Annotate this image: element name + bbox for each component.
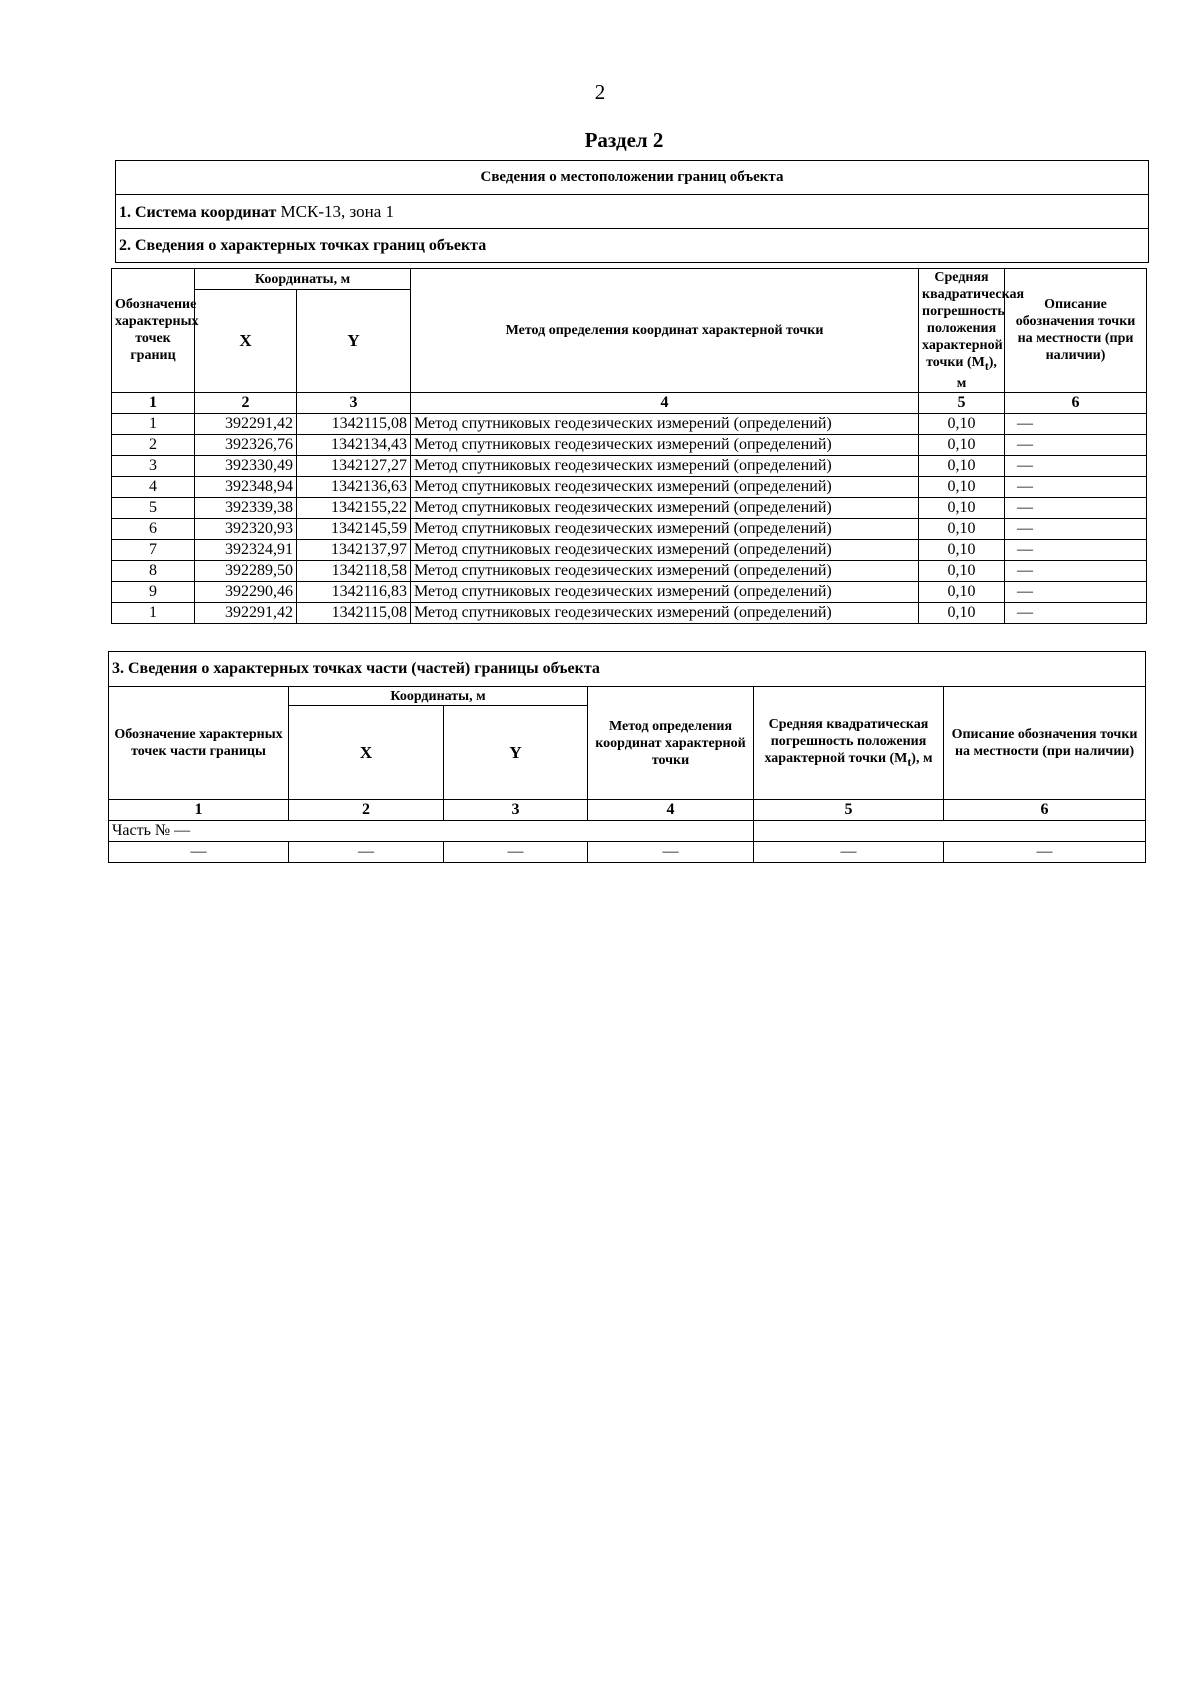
- coordinate-system-value: МСК-13, зона 1: [280, 201, 395, 221]
- x-coordinate: 392348,94: [195, 476, 297, 497]
- description-cell: —: [1005, 518, 1147, 539]
- x-coordinate: 392330,49: [195, 455, 297, 476]
- mean-error-value: 0,10: [919, 497, 1005, 518]
- y-coordinate: 1342137,97: [297, 539, 411, 560]
- part-points-heading: 3. Сведения о характерных точках части (частей) границы объекта: [109, 652, 1146, 687]
- part-label: Часть № —: [109, 821, 754, 842]
- column-number: 6: [944, 800, 1146, 821]
- x-coordinate: 392326,76: [195, 434, 297, 455]
- mean-error-value: 0,10: [919, 518, 1005, 539]
- header-x: X: [289, 706, 444, 800]
- method-cell: Метод спутниковых геодезических измерений (определений): [411, 539, 919, 560]
- table-row: [112, 413, 1147, 434]
- description-cell: —: [1005, 560, 1147, 581]
- table-row: [109, 842, 1146, 863]
- mean-error-value: 0,10: [919, 581, 1005, 602]
- column-number: 3: [297, 392, 411, 413]
- table-row: [112, 518, 1147, 539]
- column-number: 3: [444, 800, 588, 821]
- coordinate-system-label: 1. Система координат: [119, 203, 277, 221]
- column-number: 1: [112, 392, 195, 413]
- y-coordinate: 1342155,22: [297, 497, 411, 518]
- method-cell: Метод спутниковых геодезических измерений (определений): [411, 455, 919, 476]
- empty-value: —: [754, 842, 944, 863]
- column-number: 5: [919, 392, 1005, 413]
- table-row: [112, 455, 1147, 476]
- method-cell: Метод спутниковых геодезических измерений (определений): [411, 581, 919, 602]
- header-method: Метод определения координат характерной точки: [588, 687, 754, 800]
- points-section-heading: 2. Сведения о характерных точках границ объекта: [116, 229, 1149, 263]
- header-description: Описание обозначения точки на местности (при наличии): [1005, 269, 1147, 393]
- column-number: 4: [411, 392, 919, 413]
- method-cell: Метод спутниковых геодезических измерений (определений): [411, 602, 919, 623]
- point-number: 7: [112, 539, 195, 560]
- x-coordinate: 392291,42: [195, 602, 297, 623]
- table-row: [112, 497, 1147, 518]
- description-cell: —: [1005, 539, 1147, 560]
- coordinate-system-line: [116, 195, 1149, 229]
- mean-error-value: 0,10: [919, 455, 1005, 476]
- header-description: Описание обозначения точки на местности (при наличии): [944, 687, 1146, 800]
- point-number: 6: [112, 518, 195, 539]
- y-coordinate: 1342127,27: [297, 455, 411, 476]
- point-number: 3: [112, 455, 195, 476]
- description-cell: —: [1005, 476, 1147, 497]
- header-y: Y: [444, 706, 588, 800]
- table-row: [112, 539, 1147, 560]
- method-cell: Метод спутниковых геодезических измерений (определений): [411, 413, 919, 434]
- point-number: 1: [112, 602, 195, 623]
- method-cell: Метод спутниковых геодезических измерений (определений): [411, 434, 919, 455]
- method-cell: Метод спутниковых геодезических измерений (определений): [411, 476, 919, 497]
- table-row: [112, 476, 1147, 497]
- mean-error-value: 0,10: [919, 476, 1005, 497]
- column-number-row: [109, 800, 1146, 821]
- column-number: 1: [109, 800, 289, 821]
- mean-error-value: 0,10: [919, 602, 1005, 623]
- mean-error-value: 0,10: [919, 434, 1005, 455]
- section-title: Раздел 2: [584, 128, 664, 152]
- point-number: 1: [112, 413, 195, 434]
- point-number: 5: [112, 497, 195, 518]
- column-number: 4: [588, 800, 754, 821]
- location-info-table: [115, 160, 1149, 263]
- y-coordinate: 1342118,58: [297, 560, 411, 581]
- x-coordinate: 392339,38: [195, 497, 297, 518]
- point-number: 9: [112, 581, 195, 602]
- y-coordinate: 1342136,63: [297, 476, 411, 497]
- y-coordinate: 1342145,59: [297, 518, 411, 539]
- table-row: [112, 434, 1147, 455]
- x-coordinate: 392289,50: [195, 560, 297, 581]
- empty-value: —: [444, 842, 588, 863]
- header-y: Y: [297, 290, 411, 393]
- mean-error-value: 0,10: [919, 413, 1005, 434]
- column-number: 2: [289, 800, 444, 821]
- table-row: [112, 602, 1147, 623]
- header-row: [112, 269, 1147, 290]
- empty-value: —: [289, 842, 444, 863]
- mean-error-value: 0,10: [919, 560, 1005, 581]
- method-cell: Метод спутниковых геодезических измерений (определений): [411, 497, 919, 518]
- x-coordinate: 392324,91: [195, 539, 297, 560]
- empty-value: —: [109, 842, 289, 863]
- point-number: 4: [112, 476, 195, 497]
- header-coordinates: Координаты, м: [195, 269, 411, 290]
- point-number: 2: [112, 434, 195, 455]
- description-cell: —: [1005, 497, 1147, 518]
- description-cell: —: [1005, 602, 1147, 623]
- part-empty-cell: [754, 821, 1146, 842]
- header-designation: Обозначение характерных точек границ: [112, 269, 195, 393]
- y-coordinate: 1342115,08: [297, 602, 411, 623]
- header-row: [109, 687, 1146, 706]
- mean-error-value: 0,10: [919, 539, 1005, 560]
- table-row: [112, 560, 1147, 581]
- x-coordinate: 392291,42: [195, 413, 297, 434]
- method-cell: Метод спутниковых геодезических измерений (определений): [411, 518, 919, 539]
- header-x: X: [195, 290, 297, 393]
- column-number: 6: [1005, 392, 1147, 413]
- description-cell: —: [1005, 413, 1147, 434]
- description-cell: —: [1005, 581, 1147, 602]
- column-number-row: [112, 392, 1147, 413]
- empty-value: —: [944, 842, 1146, 863]
- x-coordinate: 392290,46: [195, 581, 297, 602]
- description-cell: —: [1005, 455, 1147, 476]
- points-table: [111, 268, 1147, 624]
- method-cell: Метод спутниковых геодезических измерений (определений): [411, 560, 919, 581]
- empty-value: —: [588, 842, 754, 863]
- column-number: 5: [754, 800, 944, 821]
- description-cell: —: [1005, 434, 1147, 455]
- table-banner: Сведения о местоположении границ объекта: [116, 161, 1149, 195]
- header-method: Метод определения координат характерной точки: [411, 269, 919, 393]
- page-number: 2: [594, 80, 606, 104]
- table-row: [112, 581, 1147, 602]
- part-row: [109, 821, 1146, 842]
- header-mean-error: Средняя квадратическая погрешность положения характерной точки $(M_t)$, м: [919, 269, 1005, 393]
- y-coordinate: 1342116,83: [297, 581, 411, 602]
- header-coordinates: Координаты, м: [289, 687, 588, 706]
- part-points-table: [108, 651, 1146, 863]
- point-number: 8: [112, 560, 195, 581]
- header-mean-error: Средняя квадратическая погрешность положения характерной точки $(M_t)$, м: [754, 687, 944, 800]
- y-coordinate: 1342134,43: [297, 434, 411, 455]
- header-designation: Обозначение характерных точек части границы: [109, 687, 289, 800]
- y-coordinate: 1342115,08: [297, 413, 411, 434]
- column-number: 2: [195, 392, 297, 413]
- x-coordinate: 392320,93: [195, 518, 297, 539]
